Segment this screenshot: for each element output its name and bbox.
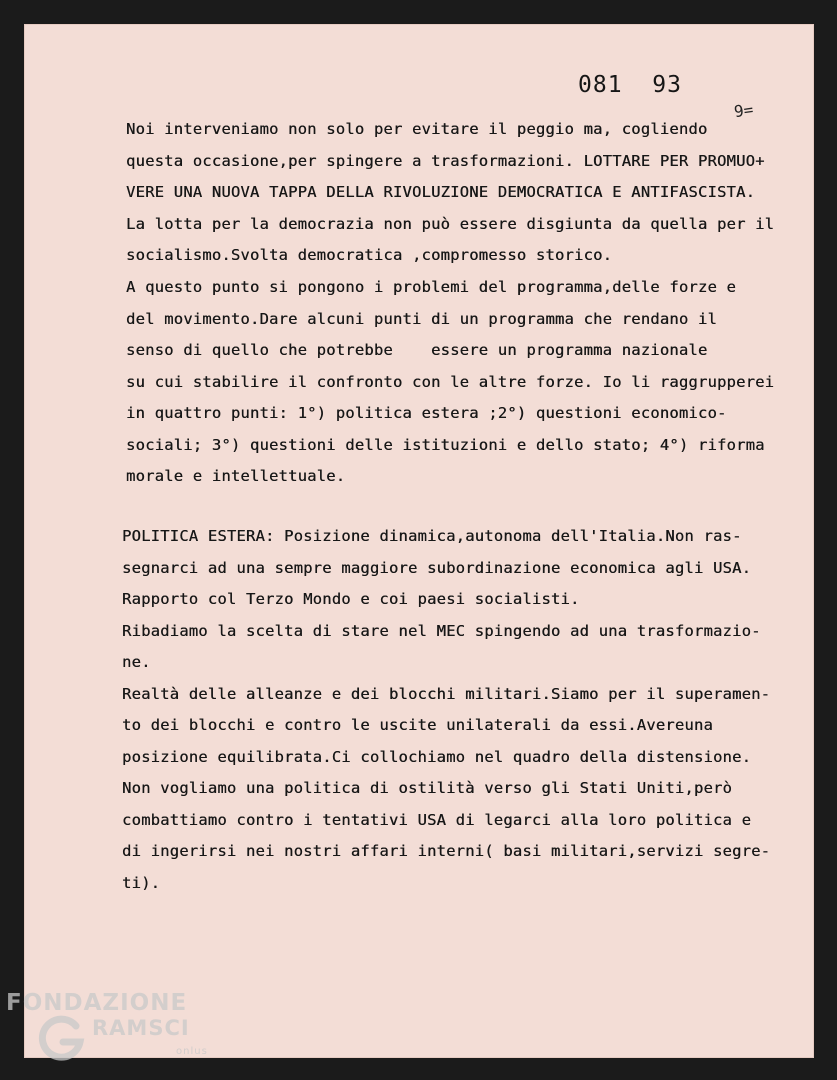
text-line: socialismo.Svolta democratica ,compromesso storico. xyxy=(126,246,613,264)
text-line: combattiamo contro i tentativi USA di legarci alla loro politica e xyxy=(122,811,752,829)
text-line: segnarci ad una sempre maggiore subordinazione economica agli USA. xyxy=(122,559,752,577)
fondazione-gramsci-watermark xyxy=(6,990,226,1070)
text-line: in quattro punti: 1°) politica estera ;2°) questioni economico- xyxy=(126,404,727,422)
watermark-line2: RAMSCI xyxy=(92,1016,190,1040)
text-line: ti). xyxy=(122,874,161,892)
corner-mark: 9= xyxy=(732,99,755,122)
text-line: POLITICA ESTERA: Posizione dinamica,autonoma dell'Italia.Non ras- xyxy=(122,527,742,545)
text-line: di ingerirsi nei nostri affari interni( basi militari,servizi segre- xyxy=(122,842,771,860)
page-number: 081 93 xyxy=(578,72,682,98)
watermark-onlus: onlus xyxy=(176,1046,208,1057)
text-line: sociali; 3°) questioni delle istituzioni e dello stato; 4°) riforma xyxy=(126,436,765,454)
text-line: Ribadiamo la scelta di stare nel MEC spingendo ad una trasformazio- xyxy=(122,622,761,640)
text-line: del movimento.Dare alcuni punti di un programma che rendano il xyxy=(126,310,717,328)
text-line: posizione equilibrata.Ci collochiamo nel quadro della distensione. xyxy=(122,748,752,766)
text-line: questa occasione,per spingere a trasformazioni. LOTTARE PER PROMUO+ xyxy=(126,152,765,170)
text-line: senso di quello che potrebbe essere un programma nazionale xyxy=(126,341,708,359)
text-line: morale e intellettuale. xyxy=(126,467,346,485)
document-page xyxy=(24,24,814,1058)
text-line: Noi interveniamo non solo per evitare il peggio ma, cogliendo xyxy=(126,120,708,138)
text-line: La lotta per la democrazia non può essere disgiunta da quella per il xyxy=(126,215,775,233)
text-line: Non vogliamo una politica di ostilità verso gli Stati Uniti,però xyxy=(122,779,733,797)
text-line: Realtà delle alleanze e dei blocchi militari.Siamo per il superamen- xyxy=(122,685,771,703)
text-line: A questo punto si pongono i problemi del programma,delle forze e xyxy=(126,278,737,296)
text-line: to dei blocchi e contro le uscite unilaterali da essi.Avereuna xyxy=(122,716,713,734)
text-line: VERE UNA NUOVA TAPPA DELLA RIVOLUZIONE DEMOCRATICA E ANTIFASCISTA. xyxy=(126,183,756,201)
text-line: Rapporto col Terzo Mondo e coi paesi socialisti. xyxy=(122,590,580,608)
gramsci-g-logo-icon xyxy=(36,1012,88,1064)
text-line: ne. xyxy=(122,653,151,671)
text-line: su cui stabilire il confronto con le altre forze. Io li raggrupperei xyxy=(126,373,775,391)
watermark-line1: FONDAZIONE xyxy=(6,990,188,1016)
